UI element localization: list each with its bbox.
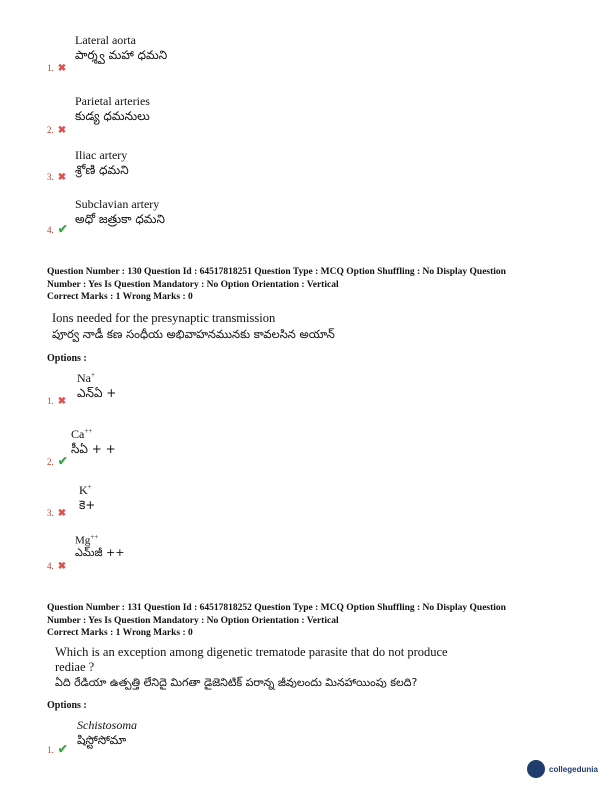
option-number: 1. (47, 63, 54, 73)
prev-option-1-en: Lateral aorta (75, 33, 136, 47)
logo-text: collegedunia (549, 764, 598, 774)
wrong-icon: ✖ (57, 172, 67, 183)
option-number: 4. (47, 561, 54, 571)
q131-text-te: ఏది రేడియా ఉత్పత్తి లేనిదై మిగతా డైజెనిటిక్ పరాన్న జీవులందు మినహాయింపు కలది? (55, 676, 418, 689)
q130-options-label: Options : (47, 353, 87, 364)
q130-option-3-en: K+ (79, 483, 92, 497)
q131-header-line1: Question Number : 131 Question Id : 64517818252 Question Type : MCQ Option Shuffling : No Display Question (47, 603, 506, 613)
q130-text-te: పూర్వ నాడీ కణ సంధీయ అభివాహనమునకు కావలసిన అయాన్ (52, 327, 335, 341)
q130-header-line1: Question Number : 130 Question Id : 64517818251 Question Type : MCQ Option Shuffling : No Display Question (47, 267, 506, 277)
prev-option-3-en: Iliac artery (75, 148, 128, 162)
check-icon: ✔ (57, 222, 68, 236)
q130-text-en: Ions needed for the presynaptic transmission (52, 311, 276, 325)
q130-option-2-marker (47, 452, 68, 470)
q131-option-1-en: Schistosoma (77, 718, 137, 732)
q130-marks: Correct Marks : 1 Wrong Marks : 0 (47, 292, 193, 302)
prev-option-1-te: పార్శ్వ మహా ధమని (75, 48, 168, 62)
option-number: 3. (47, 172, 54, 182)
q130-option-1-en: Na+ (77, 371, 95, 385)
q131-text-en-line2: rediae ? (55, 660, 95, 674)
q130-option-3-marker (47, 503, 66, 521)
q130-option-3-te: కె+ (79, 498, 96, 512)
wrong-icon: ✖ (57, 508, 67, 519)
wrong-icon: ✖ (57, 125, 67, 136)
prev-option-4-te: అధో జత్రుకా ధమని (75, 212, 165, 226)
option-number: 4. (47, 225, 54, 235)
q130-option-4-te: ఎమ్‌జీ ++ (75, 546, 125, 559)
q130-option-2-en: Ca++ (71, 427, 93, 441)
q130-header (47, 266, 587, 304)
prev-option-3-marker (47, 167, 66, 185)
q131-option-1-marker (47, 740, 68, 758)
prev-option-2-marker (47, 120, 66, 138)
wrong-icon: ✖ (57, 63, 67, 74)
q131-option-1-te: షిస్టోసోమా (77, 733, 127, 747)
option-number: 2. (47, 457, 54, 467)
wrong-icon: ✖ (57, 396, 67, 407)
q131-text-en-line1: Which is an exception among digenetic trematode parasite that do not produce (55, 645, 448, 659)
prev-option-2-en: Parietal arteries (75, 94, 150, 108)
option-number: 2. (47, 125, 54, 135)
prev-option-4-en: Subclavian artery (75, 197, 160, 211)
prev-option-4-marker (47, 220, 68, 238)
q130-option-1-marker (47, 391, 66, 409)
q131-header (47, 602, 587, 640)
check-icon: ✔ (57, 454, 68, 468)
collegedunia-logo (527, 760, 598, 778)
q130-option-4-en: Mg++ (75, 533, 99, 547)
q130-option-4-marker (47, 556, 66, 574)
prev-option-2-te: కుడ్య ధమనులు (75, 109, 150, 123)
q131-marks: Correct Marks : 1 Wrong Marks : 0 (47, 628, 193, 638)
option-number: 1. (47, 745, 54, 755)
q130-option-2-te: సీఏ + + (71, 442, 116, 456)
check-icon: ✔ (57, 742, 68, 756)
option-number: 3. (47, 508, 54, 518)
wrong-icon: ✖ (57, 561, 67, 572)
prev-option-1-marker (47, 58, 66, 76)
option-number: 1. (47, 396, 54, 406)
logo-icon (527, 760, 545, 778)
q131-options-label: Options : (47, 700, 87, 711)
q130-option-1-te: ఎన్‌ఏ + (77, 386, 117, 400)
q130-header-line2: Number : Yes Is Question Mandatory : No Option Orientation : Vertical (47, 279, 339, 290)
q131-header-line2: Number : Yes Is Question Mandatory : No Option Orientation : Vertical (47, 615, 339, 626)
prev-option-3-te: శ్రోణి ధమని (75, 163, 129, 177)
